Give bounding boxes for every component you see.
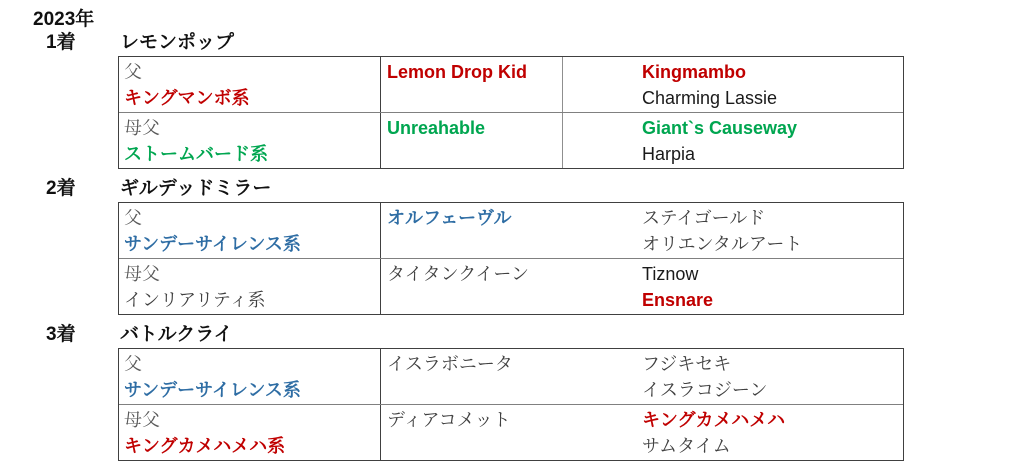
relation-cell	[119, 57, 381, 112]
damsire-row	[119, 404, 903, 460]
lineage-label: インリアリティ系	[124, 290, 266, 310]
names-cell	[381, 203, 903, 258]
sire-name: Unreahable	[387, 118, 486, 138]
lineage-label: キングマンボ系	[124, 88, 250, 108]
year-label: 2023年	[33, 9, 95, 30]
names-cell	[381, 405, 903, 460]
names-cell	[381, 57, 903, 112]
ancestor-bottom: Ensnare	[642, 290, 714, 310]
names-cell	[381, 259, 903, 314]
lineage-label: キングカメハメハ系	[124, 436, 286, 456]
section-header	[0, 175, 1024, 202]
pedigree-table	[118, 56, 904, 169]
lineage-label: サンデーサイレンス系	[124, 234, 301, 254]
ancestors-column	[563, 259, 903, 314]
damsire-row	[119, 258, 903, 314]
names-cell	[381, 113, 903, 168]
section-header	[0, 29, 1024, 56]
pedigree-table	[118, 348, 904, 461]
sire-name: オルフェーヴル	[387, 208, 512, 228]
section-third-place	[0, 321, 1024, 461]
relation-label: 母父	[124, 264, 160, 284]
sire-column	[381, 405, 563, 460]
horse-name: ギルデッドミラー	[120, 178, 272, 199]
section-first-place	[0, 29, 1024, 169]
ancestor-top: Giant`s Causeway	[642, 118, 798, 138]
lineage-label: ストームバード系	[124, 144, 268, 164]
ancestor-top: Tiznow	[642, 264, 699, 284]
sire-name: ディアコメット	[387, 410, 511, 430]
section-second-place	[0, 175, 1024, 315]
relation-label: 母父	[124, 118, 160, 138]
ancestor-top: Kingmambo	[642, 62, 747, 82]
relation-cell	[119, 113, 381, 168]
sire-row	[119, 203, 903, 258]
sire-column	[381, 57, 563, 112]
sire-column	[381, 349, 563, 404]
relation-cell	[119, 405, 381, 460]
relation-cell	[119, 259, 381, 314]
rank-label: 3着	[46, 324, 76, 345]
relation-label: 父	[124, 354, 142, 374]
ancestor-bottom: Charming Lassie	[642, 88, 778, 108]
sire-column	[381, 113, 563, 168]
sire-column	[381, 203, 563, 258]
names-cell	[381, 349, 903, 404]
damsire-row	[119, 112, 903, 168]
horse-name: バトルクライ	[120, 324, 233, 345]
relation-label: 父	[124, 208, 142, 228]
ancestors-column	[563, 349, 903, 404]
ancestor-bottom: イスラコジーン	[642, 380, 768, 400]
ancestor-top: ステイゴールド	[642, 208, 766, 228]
ancestor-top: キングカメハメハ	[642, 410, 786, 430]
sire-name: イスラボニータ	[387, 354, 513, 374]
ancestors-column	[563, 57, 903, 112]
pedigree-table	[118, 202, 904, 315]
relation-label: 母父	[124, 410, 160, 430]
lineage-label: サンデーサイレンス系	[124, 380, 301, 400]
horse-name: レモンポップ	[120, 32, 235, 53]
sire-name: タイタンクイーン	[387, 264, 530, 284]
relation-cell	[119, 349, 381, 404]
ancestors-column	[563, 113, 903, 168]
rank-label: 1着	[46, 32, 76, 53]
ancestor-bottom: Harpia	[642, 144, 696, 164]
ancestors-column	[563, 203, 903, 258]
ancestor-top: フジキセキ	[642, 354, 732, 374]
rank-label: 2着	[46, 178, 76, 199]
relation-cell	[119, 203, 381, 258]
sire-column	[381, 259, 563, 314]
sire-row	[119, 349, 903, 404]
relation-label: 父	[124, 62, 142, 82]
sire-row	[119, 57, 903, 112]
ancestor-bottom: オリエンタルアート	[642, 234, 803, 254]
section-header	[0, 321, 1024, 348]
sire-name: Lemon Drop Kid	[387, 62, 527, 82]
ancestors-column	[563, 405, 903, 460]
ancestor-bottom: サムタイム	[642, 436, 731, 456]
